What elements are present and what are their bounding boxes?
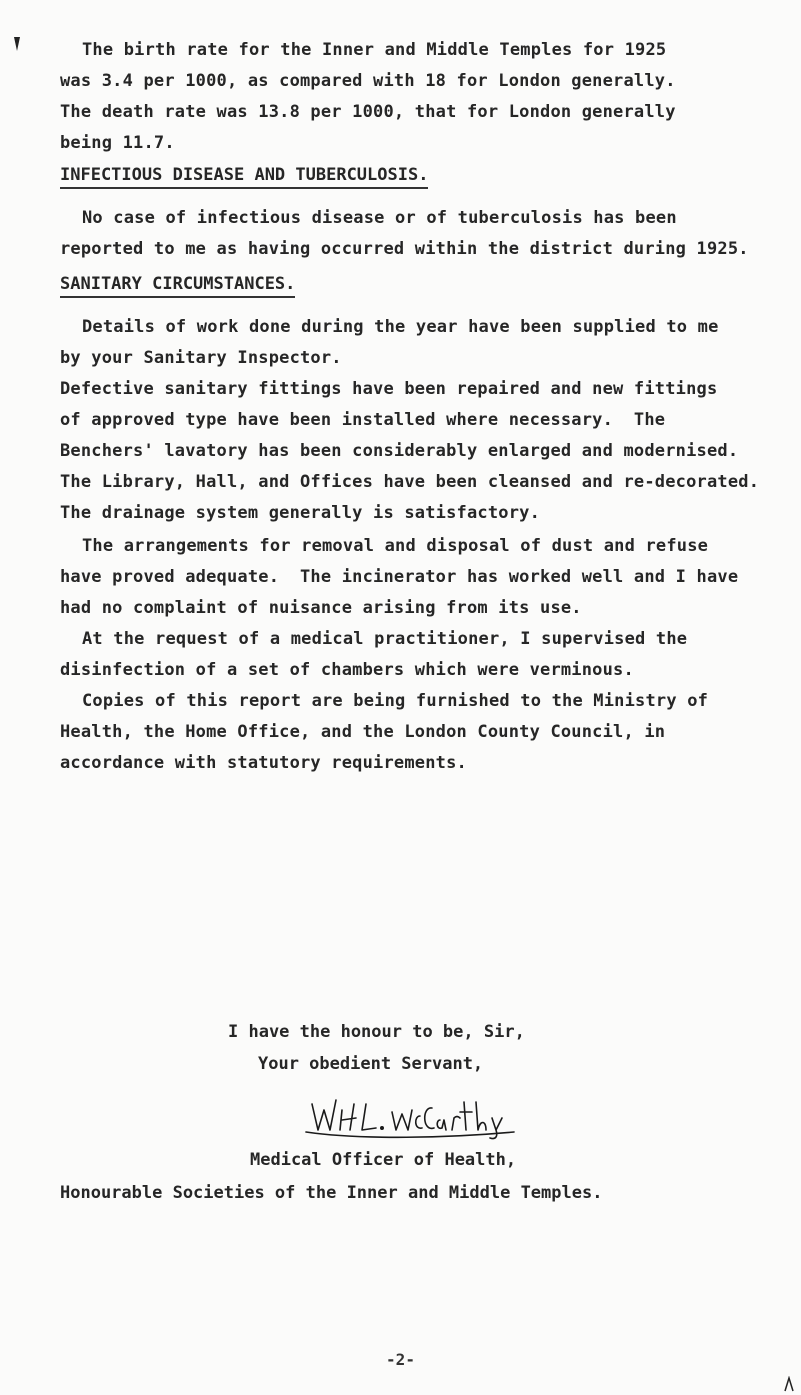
signer-title: Medical Officer of Health, (250, 1150, 517, 1170)
addressee: Honourable Societies of the Inner and Middle Temples. (60, 1183, 603, 1203)
text-line: by your Sanitary Inspector. (60, 348, 342, 368)
handwritten-signature (300, 1082, 525, 1142)
text-line: Benchers' lavatory has been considerably enlarged and modernised. (60, 441, 739, 461)
text-line: being 11.7. (60, 133, 175, 153)
text-line: Copies of this report are being furnished to the Ministry of (82, 691, 709, 711)
closing-honour: I have the honour to be, Sir, (228, 1022, 525, 1042)
text-line: of approved type have been installed where necessary. The (60, 410, 666, 430)
text-line: accordance with statutory requirements. (60, 753, 467, 773)
text-line: The drainage system generally is satisfactory. (60, 503, 541, 523)
text-line: reported to me as having occurred within the district during 1925. (60, 239, 749, 259)
text-line: The death rate was 13.8 per 1000, that for London generally (60, 102, 676, 122)
closing-servant: Your obedient Servant, (258, 1054, 484, 1074)
sanitary-circumstances-heading: SANITARY CIRCUMSTANCES. (60, 273, 295, 298)
text-line: No case of infectious disease or of tuberculosis has been (82, 208, 677, 228)
infectious-disease-heading: INFECTIOUS DISEASE AND TUBERCULOSIS. (60, 164, 428, 189)
page-number: -2- (386, 1350, 415, 1369)
text-line: The Library, Hall, and Offices have been cleansed and re-decorated. (60, 472, 760, 492)
text-line: The birth rate for the Inner and Middle Temples for 1925 (82, 40, 667, 60)
text-line: was 3.4 per 1000, as compared with 18 for London generally. (60, 71, 676, 91)
margin-mark (12, 36, 22, 52)
text-line: disinfection of a set of chambers which were verminous. (60, 660, 634, 680)
text-line: The arrangements for removal and disposal of dust and refuse (82, 536, 709, 556)
text-line: Details of work done during the year have been supplied to me (82, 317, 719, 337)
text-line: had no complaint of nuisance arising from its use. (60, 598, 582, 618)
margin-mark (784, 1376, 794, 1392)
text-line: Health, the Home Office, and the London County Council, in (60, 722, 666, 742)
text-line: At the request of a medical practitioner, I supervised the (82, 629, 688, 649)
text-line: Defective sanitary fittings have been repaired and new fittings (60, 379, 718, 399)
text-line: have proved adequate. The incinerator has worked well and I have (60, 567, 739, 587)
